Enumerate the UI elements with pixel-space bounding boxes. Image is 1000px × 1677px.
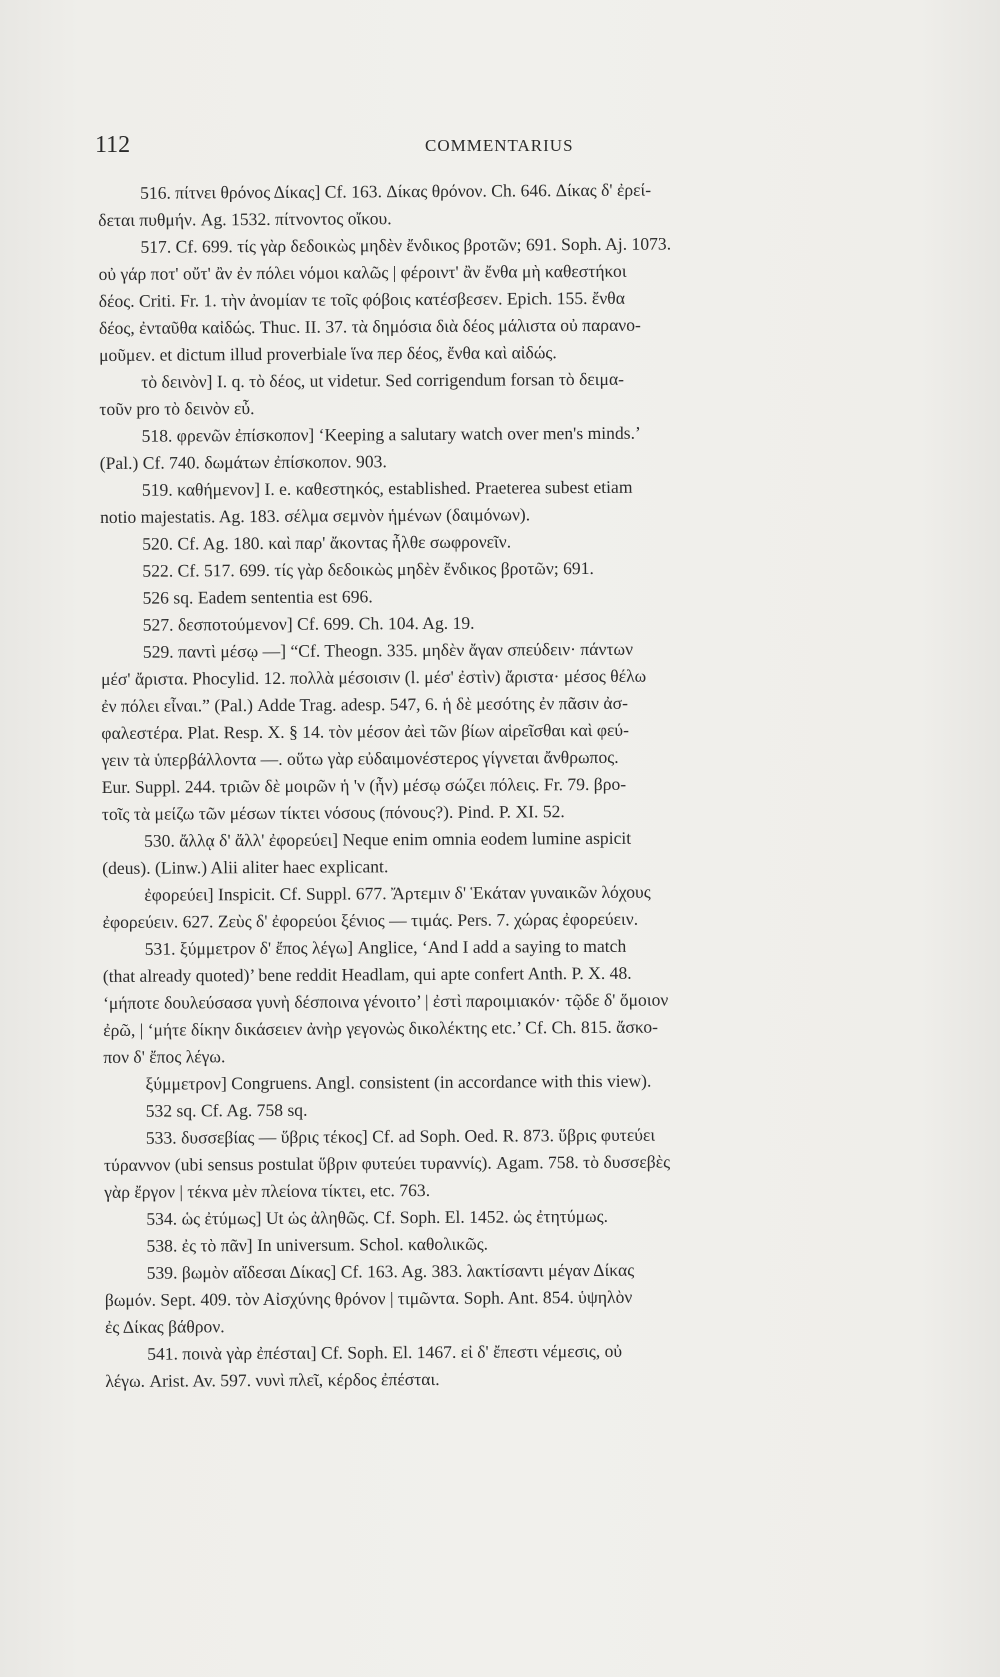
text-line: notio majestatis. Ag. 183. σέλμα σεμνὸν ἡμένων (δαιμόνων).	[99, 504, 531, 527]
text-line: ἐφορεύει] Inspicit. Cf. Suppl. 677. Ἄρτεμιν δ' Ἑκάταν γυναικῶν λόχους	[144, 881, 651, 905]
text-line: 516. πίτνει θρόνος Δίκας] Cf. 163. Δίκας θρόνον. Ch. 646. Δίκας δ' ἐρεί-	[140, 179, 652, 203]
text-line: ‘μήποτε δουλεύσασα γυνὴ δέσποινα γένοιτο’ | ἐστὶ παροιμιακόν· τῷδε δ' ὅμοιον	[102, 989, 669, 1013]
text-line: 522. Cf. 517. 699. τίς γὰρ δεδοικὼς μηδὲν ἔνδικος βροτῶν; 691.	[142, 557, 594, 581]
text-line: 526 sq. Eadem sententia est 696.	[142, 586, 373, 608]
text-line: τύραννον (ubi sensus postulat ὕβριν φυτεύει τυραννίς). Agam. 758. τὸ δυσσεβὲς	[103, 1151, 671, 1175]
text-line: ἐφορεύειν. 627. Ζεὺς δ' ἐφορεύοι ξένιος — τιμάς. Pers. 7. χώρας ἐφορεύειν.	[102, 908, 639, 932]
text-line: δέος. Criti. Fr. 1. τὴν ἀνομίαν τε τοῖς φόβοις κατέσβεσεν. Epich. 155. ἔνθα	[98, 287, 625, 311]
text-line: λέγω. Arist. Av. 597. νυνὶ πλεῖ, κέρδος ἐπέσται.	[105, 1368, 440, 1391]
text-line: ἐς Δίκας βάθρον.	[104, 1316, 225, 1337]
text-line: γὰρ ἔργον | τέκνα μὲν πλείονα τίκτει, etc. 763.	[104, 1179, 431, 1202]
running-title: COMMENTARIUS	[425, 136, 574, 155]
commentary-body	[98, 175, 927, 1395]
text-line: 531. ξύμμετρον δ' ἔπος λέγω] Anglice, ‘And I add a saying to match	[144, 935, 627, 959]
text-line: οὐ γάρ ποτ' οὔτ' ἂν ἐν πόλει νόμοι καλῶς | φέροιντ' ἂν ἔνθα μὴ καθεστήκοι	[98, 260, 627, 284]
text-line: τὸ δεινὸν] I. q. τὸ δέος, ut videtur. Sed corrigendum forsan τὸ δειμα-	[141, 368, 625, 392]
text-line: ξύμμετρον] Congruens. Angl. consistent (in accordance with this view).	[145, 1070, 652, 1094]
text-line: 517. Cf. 699. τίς γὰρ δεδοικὼς μηδὲν ἔνδικος βροτῶν; 691. Soph. Aj. 1073.	[140, 233, 672, 257]
text-line: μοῦμεν. et dictum illud proverbiale ἵνα περ δέος, ἔνθα καὶ αἰδώς.	[99, 342, 557, 365]
text-line: 530. ἄλλᾳ δ' ἄλλ' ἐφορεύει] Neque enim omnia eodem lumine aspicit	[143, 827, 632, 851]
text-line: βωμόν. Sept. 409. τὸν Αἰσχύνης θρόνον | τιμῶντα. Soph. Ant. 854. ὑψηλὸν	[104, 1286, 633, 1310]
text-line: 532 sq. Cf. Ag. 758 sq.	[145, 1099, 308, 1121]
text-line: 529. παντὶ μέσῳ —] “Cf. Theogn. 335. μηδὲν ἄγαν σπεύδειν· πάντων	[142, 638, 634, 662]
text-line: ἐν πόλει εἶναι.” (Pal.) Adde Trag. adesp. 547, 6. ἡ δὲ μεσότης ἐν πᾶσιν ἀσ-	[101, 692, 628, 716]
text-line: (deus). (Linw.) Alii aliter haec explicant.	[102, 856, 389, 878]
text-line: φαλεστέρα. Plat. Resp. X. § 14. τὸν μέσον ἀεὶ τῶν βίων αἱρεῖσθαι καὶ φεύ-	[101, 719, 630, 743]
text-line: τοῖς τὰ μείζω τῶν μέσων τίκτει νόσους (πόνους?). Pind. P. XI. 52.	[101, 801, 565, 824]
text-line: γειν τὰ ὑπερβάλλοντα —. οὕτω γὰρ εὐδαιμονέστερος γίγνεται ἄνθρωπος.	[101, 746, 619, 770]
text-line: 533. δυσσεβίας — ὕβρις τέκος] Cf. ad Soph. Oed. R. 873. ὕβρις φυτεύει	[145, 1124, 656, 1148]
text-line: δέος, ἐνταῦθα καἰδώς. Thuc. II. 37. τὰ δημόσια διὰ δέος μάλιστα οὐ παρανο-	[98, 314, 641, 338]
text-line: Eur. Suppl. 244. τριῶν δὲ μοιρῶν ἡ 'ν (ἦν) μέσῳ σώζει πόλεις. Fr. 79. βρο-	[101, 773, 627, 797]
text-line: (Pal.) Cf. 740. δωμάτων ἐπίσκοπον. 903.	[99, 451, 387, 473]
text-line: 538. ἐς τὸ πᾶν] In universum. Schol. καθολικῶς.	[146, 1233, 489, 1256]
text-line: 539. βωμὸν αἴδεσαι Δίκας] Cf. 163. Ag. 383. λακτίσαντι μέγαν Δίκας	[146, 1259, 635, 1283]
text-line: δεται πυθμήν. Ag. 1532. πίτνοντος οἴκου.	[98, 208, 392, 230]
text-line: 520. Cf. Ag. 180. καὶ παρ' ἄκοντας ἦλθε σωφρονεῖν.	[142, 531, 512, 554]
text-line: τοῦν pro τὸ δεινὸν εὖ.	[99, 398, 255, 419]
text-line: πον δ' ἔπος λέγω.	[103, 1046, 226, 1067]
text-line: ἐρῶ, | ‘μήτε δίκην δικάσειεν ἀνὴρ γεγονὼς δικολέκτης etc.’ Cf. Ch. 815. ἄσκο-	[103, 1016, 659, 1040]
text-line: 527. δεσποτούμενον] Cf. 699. Ch. 104. Ag. 19.	[142, 612, 475, 635]
text-line: μέσ' ἄριστα. Phocylid. 12. πολλὰ μέσοισιν (l. μέσ' ἐστὶν) ἄριστα· μέσος θέλω	[100, 665, 647, 689]
text-line: 534. ὡς ἐτύμως] Ut ὡς ἀληθῶς. Cf. Soph. El. 1452. ὡς ἐτητύμως.	[146, 1205, 608, 1229]
text-line: 541. ποινὰ γὰρ ἐπέσται] Cf. Soph. El. 1467. εἰ δ' ἔπεστι νέμεσις, οὐ	[147, 1340, 623, 1364]
text-line: 518. φρενῶν ἐπίσκοπον] ‘Keeping a salutary watch over men's minds.’	[141, 422, 641, 446]
text-line: 519. καθήμενον] I. e. καθεστηκός, established. Praeterea subest etiam	[141, 476, 633, 500]
page-header	[95, 132, 925, 162]
text-line: (that already quoted)’ bene reddit Headlam, qui apte confert Anth. P. X. 48.	[102, 962, 632, 986]
page-number: 112	[95, 132, 131, 158]
